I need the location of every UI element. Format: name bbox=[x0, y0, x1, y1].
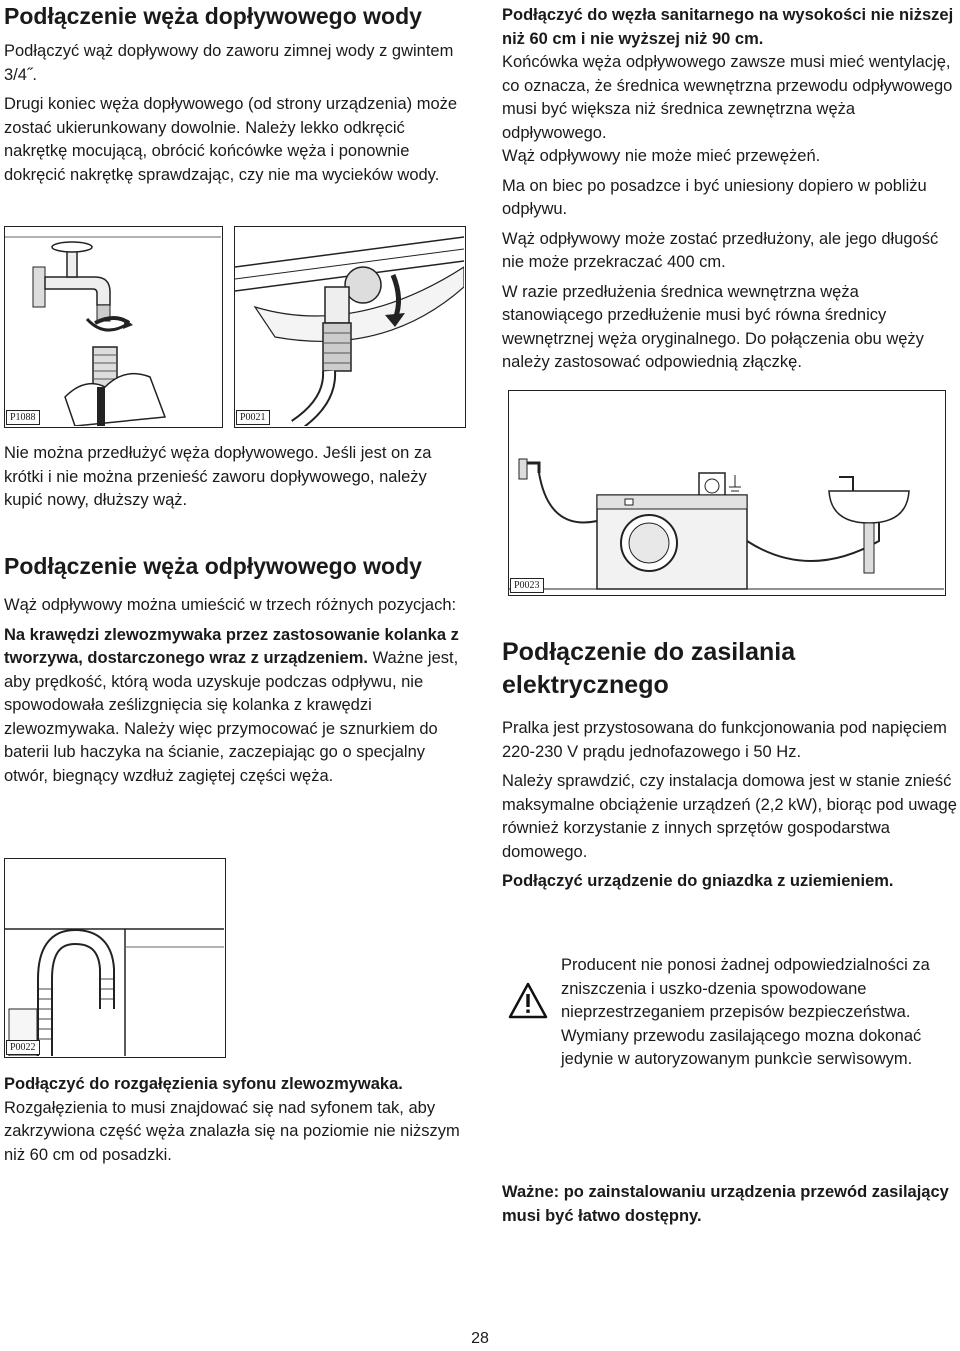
figure-label-p0022: P0022 bbox=[6, 1040, 40, 1055]
important-note bbox=[502, 1181, 957, 1228]
page-number: 28 bbox=[471, 1330, 489, 1347]
siphon-block bbox=[4, 1073, 466, 1167]
warning-block bbox=[561, 954, 957, 1072]
figure-label-p0023: P0023 bbox=[510, 578, 544, 593]
drain-bold bbox=[502, 4, 957, 51]
sink-edge-figure bbox=[4, 858, 226, 1058]
outlet-text: Ważne jest, aby prędkość, którą woda uzyskuje podczas odpływu, nie spowodowała ześlizgnięcia się kolanka z krawędzi zlewozmywaka. Należy więc przymocować je sznurkiem do baterii lub haczyka na ścianie, zaczepiając go o specjalny otwór, biegnący wzdłuż zagiętej części węża. bbox=[4, 649, 459, 785]
siphon-paragraph bbox=[4, 1073, 466, 1167]
inlet-note: Nie można przedłużyć węża dopływowego. Jeśli jest on za krótki i nie można przenieść zaworu dopływowego, należy kupić nowy, dłuższy wąż. bbox=[4, 444, 432, 509]
hose-machine-figure bbox=[234, 226, 466, 428]
important-note-text: Ważne: po zainstalowaniu urządzenia przewód zasilający musi być łatwo dostępny. bbox=[502, 1183, 949, 1225]
tap-illustration bbox=[5, 227, 221, 426]
drain-bold-text: Podłączyć do węzła sanitarnego na wysokości nie niższej niż 60 cm i nie wyższej niż 90 cm. bbox=[502, 6, 954, 48]
inlet-paragraph-2: Drugi koniec węża dopływowego (od strony urządzenia) może zostać ukierunkowany dowolnie. Należy lekko odkręcić nakrętkę mocującą, obrócić końcówke węża i ponownie dokręcić nakrętkę sprawdzając, czy nie ma wycieków wody. bbox=[4, 95, 458, 184]
important-note-block bbox=[502, 1181, 957, 1228]
figure-label-p0021: P0021 bbox=[236, 410, 270, 425]
inlet-note-block bbox=[4, 442, 466, 513]
warning-triangle-icon bbox=[508, 982, 548, 1022]
siphon-text: Rozgałęzienia to musi znajdować się nad syfonem tak, aby zakrzywiona część węża znalazła się na poziomie nie niższym niż 60 cm od posadzki. bbox=[4, 1098, 460, 1164]
inlet-paragraph-1: Podłączyć wąż dopływowy do zaworu zimnej wody z gwintem 3/4˝. bbox=[4, 42, 454, 84]
power-title: Podłączenie do zasilania elektrycznego bbox=[502, 638, 796, 699]
inlet-section bbox=[4, 2, 466, 187]
drain-paragraph-2: Wąż odpływowy nie może mieć przewężeń. bbox=[502, 147, 821, 165]
tap-connection-figure bbox=[4, 226, 223, 428]
outlet-section bbox=[4, 552, 466, 788]
drain-paragraph-3: Ma on biec po posadzce i być uniesiony dopiero w pobliżu odpływu. bbox=[502, 176, 927, 218]
outlet-intro: Wąż odpływowy można umieścić w trzech różnych pozycjach: bbox=[4, 596, 457, 614]
warning-text: Producent nie ponosi żadnej odpowiedzialności za zniszczenia i uszko-dzenia spowodowane nieprzestrzeganiem przepisów bezpieczeństwa. Wymiany przewodu zasilającego mozna dokonać jedynie w autoryzowanym punkcìe serwìsowym. bbox=[561, 956, 930, 1068]
inlet-title: Podłączenie węża dopływowego wody bbox=[4, 3, 422, 29]
drain-paragraph-1: Końcówka węża odpływowego zawsze musi mieć wentylację, co oznacza, że średnica wewnętrzna przewodu odpływowego musi być większa niż średnica zewnętrzna węża odpływowego. bbox=[502, 53, 953, 142]
power-paragraph-2: Należy sprawdzić, czy instalacja domowa jest w stanie znieść maksymalne obciążenie urządzeń (2,2 kW), biorąc pod uwagę również korzystanie z innych sprzętów gospodarstwa domowego. bbox=[502, 772, 957, 861]
sink-edge-illustration bbox=[5, 859, 224, 1056]
drain-section bbox=[502, 4, 957, 375]
siphon-bold: Podłączyć do rozgałęzienia syfonu zlewozmywaka. bbox=[4, 1075, 403, 1093]
hose-back-illustration bbox=[235, 227, 464, 426]
figure-label-p1088: P1088 bbox=[6, 410, 40, 425]
outlet-bold: Na krawędzi zlewozmywaka przez zastosowanie kolanka z tworzywa, dostarczonego wraz z urządzeniem. bbox=[4, 625, 459, 667]
power-bold-text: Podłączyć urządzenie do gniazdka z uziemieniem. bbox=[502, 872, 894, 890]
installation-illustration bbox=[509, 391, 944, 594]
power-paragraph-1: Pralka jest przystosowana do funkcjonowania pod napięciem 220-230 V prądu jednofazowego i 50 Hz. bbox=[502, 719, 947, 761]
drain-paragraph-5: W razie przedłużenia średnica wewnętrzna węża stanowiącego przedłużenie musi być równa średnicy wewnętrznej węża oryginalnego. Do połączenia obu węży należy zastosować odpowiednią złączkę. bbox=[502, 282, 924, 371]
power-section bbox=[502, 636, 957, 894]
installation-figure bbox=[508, 390, 946, 596]
drain-paragraph-4: Wąż odpływowy może zostać przedłużony, ale jego długość nie może przekraczać 400 cm. bbox=[502, 229, 939, 271]
outlet-title: Podłączenie węża odpływowego wody bbox=[4, 553, 422, 579]
power-bold bbox=[502, 870, 957, 894]
outlet-paragraph bbox=[4, 624, 466, 789]
